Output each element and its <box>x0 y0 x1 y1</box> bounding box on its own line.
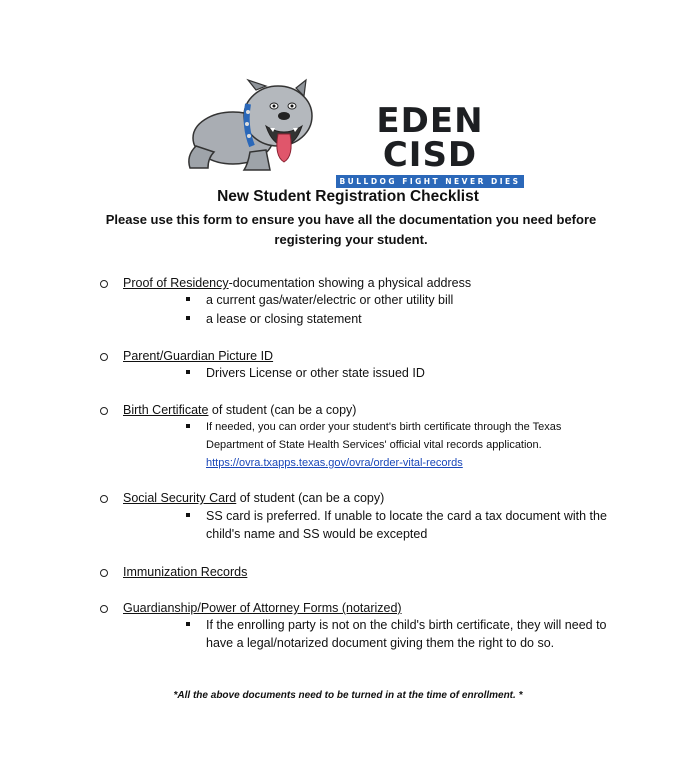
bullet-circle-icon <box>100 605 108 613</box>
sub-item-text: a current gas/water/electric or other utility bill <box>206 293 454 307</box>
item-label: Proof of Residency <box>123 276 229 290</box>
district-logo <box>178 76 528 186</box>
bullet-circle-icon <box>100 495 108 503</box>
district-motto: BULLDOG FIGHT NEVER DIES <box>336 175 524 188</box>
item-suffix: of student (can be a copy) <box>208 403 357 417</box>
bullet-square-icon <box>186 622 190 626</box>
item-suffix: -documentation showing a physical address <box>228 276 472 290</box>
bullet-square-icon <box>186 424 190 428</box>
bullet-circle-icon <box>100 353 108 361</box>
sub-item-text: If needed, you can order your student's birth certificate through the Texas Department of State Health Services' official vital records application. <box>206 421 562 451</box>
bullet-circle-icon <box>100 280 108 288</box>
bullet-square-icon <box>186 370 190 374</box>
item-label: Guardianship/Power of Attorney Forms (notarized) <box>123 601 402 615</box>
bullet-square-icon <box>186 513 190 517</box>
item-text <box>123 349 273 363</box>
bullet-circle-icon <box>100 407 108 415</box>
item-label: Social Security Card <box>123 491 237 505</box>
brand-block <box>336 101 524 188</box>
item-text <box>123 565 247 579</box>
item-label: Birth Certificate <box>123 403 209 417</box>
sub-item-text: Drivers License or other state issued ID <box>206 366 425 380</box>
item-text <box>123 276 471 290</box>
page-title: New Student Registration Checklist <box>217 188 479 205</box>
footer-note: *All the above documents need to be turned in at the time of enrollment. * <box>173 690 523 701</box>
item-suffix: of student (can be a copy) <box>236 491 385 505</box>
bulldog-mascot-icon <box>178 76 328 176</box>
item-text <box>123 491 384 505</box>
vital-records-link[interactable]: https://ovra.txapps.texas.gov/ovra/order-vital-records <box>206 457 463 469</box>
sub-item-text: If the enrolling party is not on the child's birth certificate, they will need to have a legal/notarized document giving them the right to do so. <box>206 618 607 650</box>
item-text <box>123 403 356 417</box>
sub-item-text-block <box>206 418 601 472</box>
item-label: Parent/Guardian Picture ID <box>123 349 274 363</box>
item-label: Immunization Records <box>123 565 248 579</box>
bullet-square-icon <box>186 297 190 301</box>
district-name: EDEN CISD <box>376 101 484 175</box>
page-subtitle: Please use this form to ensure you have all the documentation you need before registering your student. <box>105 212 597 247</box>
bullet-square-icon <box>186 316 190 320</box>
item-text <box>123 601 402 615</box>
sub-item-text: a lease or closing statement <box>206 312 362 326</box>
sub-item-text: SS card is preferred. If unable to locate the card a tax document with the child's name and SS would be excepted <box>206 509 607 541</box>
bullet-circle-icon <box>100 569 108 577</box>
